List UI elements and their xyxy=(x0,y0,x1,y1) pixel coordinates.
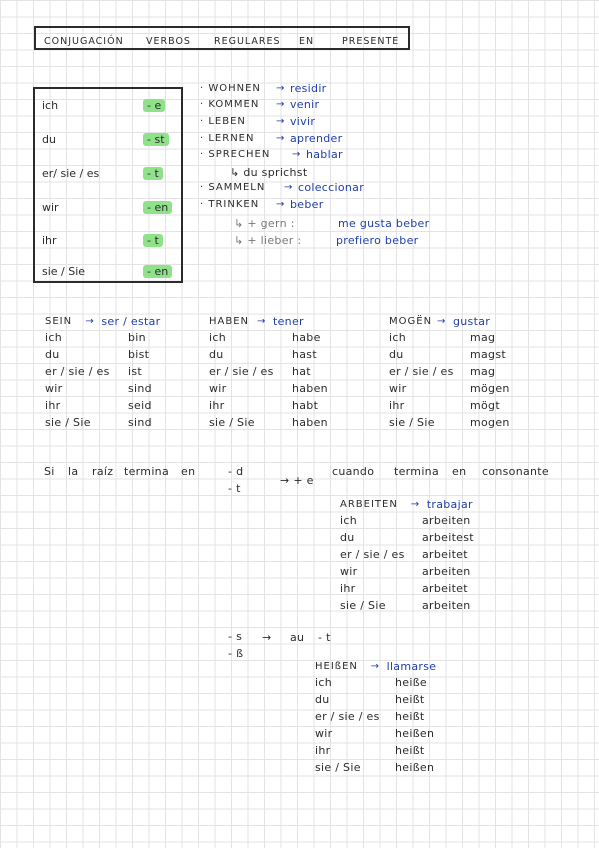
conj-form: habe xyxy=(292,331,321,344)
vocab-meaning: vivir xyxy=(290,115,316,128)
rule2-arrow: → xyxy=(262,631,272,644)
rule1-tail: termina xyxy=(394,465,439,478)
verb-meaning: trabajar xyxy=(426,498,473,511)
verb-infinitive: MOGËN xyxy=(389,316,433,327)
vocab-arrow: → xyxy=(284,182,293,193)
ending-suffix: - e xyxy=(143,99,165,112)
verb-infinitive: HABEN xyxy=(209,316,250,327)
verb-arrow: → xyxy=(85,316,94,327)
trinken-note-gern: ↳ + gern : xyxy=(234,217,295,230)
verb-meaning: llamarse xyxy=(386,660,437,673)
rule1-ending-d: - d xyxy=(228,465,244,478)
conj-form: haben xyxy=(292,416,328,429)
vocab-meaning: hablar xyxy=(306,148,343,161)
conj-form: bin xyxy=(128,331,146,344)
conj-form: arbeitet xyxy=(422,582,468,595)
conj-pronoun: er / sie / es xyxy=(209,365,274,378)
vocab-verb: · LEBEN xyxy=(200,116,246,127)
vocab-meaning: beber xyxy=(290,198,324,211)
vocab-meaning: venir xyxy=(290,98,320,111)
vocab-arrow: → xyxy=(292,149,301,160)
endings-table xyxy=(33,87,183,283)
title-word: CONJUGACIÓN xyxy=(44,36,124,47)
ending-pronoun: sie / Sie xyxy=(42,265,86,278)
conj-pronoun: sie / Sie xyxy=(45,416,91,429)
conj-pronoun: ihr xyxy=(45,399,61,412)
conj-form: hast xyxy=(292,348,317,361)
conj-form: arbeiten xyxy=(422,514,471,527)
rule1-ending-t: - t xyxy=(228,482,241,495)
rule1-word: Si xyxy=(44,465,55,478)
vocab-verb: · WOHNEN xyxy=(200,83,261,94)
conj-form: ist xyxy=(128,365,143,378)
rule2-ending-s: - s xyxy=(228,630,243,643)
conj-pronoun: ihr xyxy=(315,744,331,757)
conj-pronoun: ihr xyxy=(340,582,356,595)
conj-pronoun: sie / Sie xyxy=(340,599,386,612)
conj-pronoun: ich xyxy=(209,331,226,344)
conj-pronoun: wir xyxy=(315,727,333,740)
verb-meaning: tener xyxy=(273,315,304,328)
vocab-verb: · TRINKEN xyxy=(200,199,259,210)
conj-form: haben xyxy=(292,382,328,395)
rule1-tail: cuando xyxy=(332,465,375,478)
vocab-arrow: → xyxy=(276,116,285,127)
ending-suffix: - t xyxy=(143,167,163,180)
conj-pronoun: er / sie / es xyxy=(45,365,110,378)
ending-pronoun: er/ sie / es xyxy=(42,167,100,180)
title-word: EN xyxy=(299,36,315,47)
conj-form: arbeitet xyxy=(422,548,468,561)
conj-pronoun: wir xyxy=(389,382,407,395)
conj-form: mag xyxy=(470,365,496,378)
sprechen-note: ↳ du sprichst xyxy=(230,166,308,179)
conj-pronoun: ihr xyxy=(389,399,405,412)
rule1-tail: consonante xyxy=(482,465,549,478)
verb-meaning: ser / estar xyxy=(101,315,161,328)
conj-form: heißt xyxy=(395,693,425,706)
conj-pronoun: er / sie / es xyxy=(315,710,380,723)
verb-arrow: → xyxy=(437,316,446,327)
trinken-note-gern-meaning: me gusta beber xyxy=(338,217,430,230)
conj-form: mogen xyxy=(470,416,510,429)
rule1-tail: en xyxy=(452,465,467,478)
verb-arrow: → xyxy=(410,499,420,510)
ending-pronoun: ich xyxy=(42,99,59,112)
conj-pronoun: ich xyxy=(315,676,332,689)
rule1-word: raíz xyxy=(92,465,114,478)
conj-pronoun: er / sie / es xyxy=(389,365,454,378)
conj-pronoun: ich xyxy=(340,514,357,527)
conj-pronoun: sie / Sie xyxy=(209,416,255,429)
conj-pronoun: sie / Sie xyxy=(315,761,361,774)
title-word: VERBOS xyxy=(146,36,191,47)
rule2-result: - t xyxy=(318,631,331,644)
conj-form: hat xyxy=(292,365,311,378)
vocab-meaning: aprender xyxy=(290,132,343,145)
ending-pronoun: du xyxy=(42,133,56,146)
conj-form: sind xyxy=(128,416,152,429)
rule1-word: termina xyxy=(124,465,169,478)
verb-infinitive: ARBEITEN xyxy=(340,499,398,510)
conj-pronoun: du xyxy=(315,693,330,706)
conj-form: magst xyxy=(470,348,506,361)
title-word: REGULARES xyxy=(214,36,281,47)
ending-suffix: - en xyxy=(143,201,172,214)
conj-form: arbeiten xyxy=(422,599,471,612)
conj-form: heißen xyxy=(395,761,435,774)
vocab-verb: · SPRECHEN xyxy=(200,149,270,160)
vocab-verb: · SAMMELN xyxy=(200,182,265,193)
conj-pronoun: du xyxy=(389,348,404,361)
verb-arrow: → xyxy=(370,661,379,672)
conj-form: heiße xyxy=(395,676,427,689)
rule1-word: en xyxy=(181,465,196,478)
conj-pronoun: sie / Sie xyxy=(389,416,435,429)
conj-form: sind xyxy=(128,382,152,395)
conj-pronoun: du xyxy=(209,348,224,361)
conj-form: heißt xyxy=(395,710,425,723)
vocab-arrow: → xyxy=(276,83,285,94)
verb-arrow: → xyxy=(257,316,266,327)
conj-form: bist xyxy=(128,348,150,361)
vocab-verb: · KOMMEN xyxy=(200,99,259,110)
conj-pronoun: er / sie / es xyxy=(340,548,405,561)
conj-form: mag xyxy=(470,331,496,344)
conj-form: arbeitest xyxy=(422,531,474,544)
verb-meaning: gustar xyxy=(453,315,491,328)
vocab-arrow: → xyxy=(276,99,285,110)
conj-form: seid xyxy=(128,399,152,412)
rule2-middle: au xyxy=(290,631,305,644)
ending-suffix: - st xyxy=(143,133,169,146)
title-word: PRESENTE xyxy=(342,36,400,47)
verb-infinitive: HEIßEN xyxy=(315,661,358,672)
conj-pronoun: wir xyxy=(340,565,358,578)
conj-pronoun: ich xyxy=(45,331,62,344)
conj-pronoun: du xyxy=(45,348,60,361)
conj-form: mögen xyxy=(470,382,510,395)
conj-form: heißen xyxy=(395,727,435,740)
conj-pronoun: wir xyxy=(45,382,63,395)
vocab-arrow: → xyxy=(276,133,285,144)
vocab-arrow: → xyxy=(276,199,285,210)
rule1-arrow: → + e xyxy=(280,474,314,487)
ending-pronoun: wir xyxy=(42,201,59,214)
title-box xyxy=(34,26,410,50)
rule1-word: la xyxy=(68,465,79,478)
ending-pronoun: ihr xyxy=(42,234,57,247)
conj-pronoun: ich xyxy=(389,331,406,344)
vocab-meaning: coleccionar xyxy=(298,181,365,194)
rule2-ending-ss: - ß xyxy=(228,647,244,660)
conj-pronoun: wir xyxy=(209,382,227,395)
conj-form: arbeiten xyxy=(422,565,471,578)
verb-infinitive: SEIN xyxy=(45,316,73,327)
trinken-note-lieber-meaning: prefiero beber xyxy=(336,234,419,247)
trinken-note-lieber: ↳ + lieber : xyxy=(234,234,302,247)
conj-pronoun: du xyxy=(340,531,355,544)
conj-form: habt xyxy=(292,399,319,412)
vocab-verb: · LERNEN xyxy=(200,133,254,144)
conj-form: mögt xyxy=(470,399,500,412)
ending-suffix: - t xyxy=(143,234,163,247)
vocab-meaning: residir xyxy=(290,82,327,95)
conj-form: heißt xyxy=(395,744,425,757)
ending-suffix: - en xyxy=(143,265,172,278)
conj-pronoun: ihr xyxy=(209,399,225,412)
